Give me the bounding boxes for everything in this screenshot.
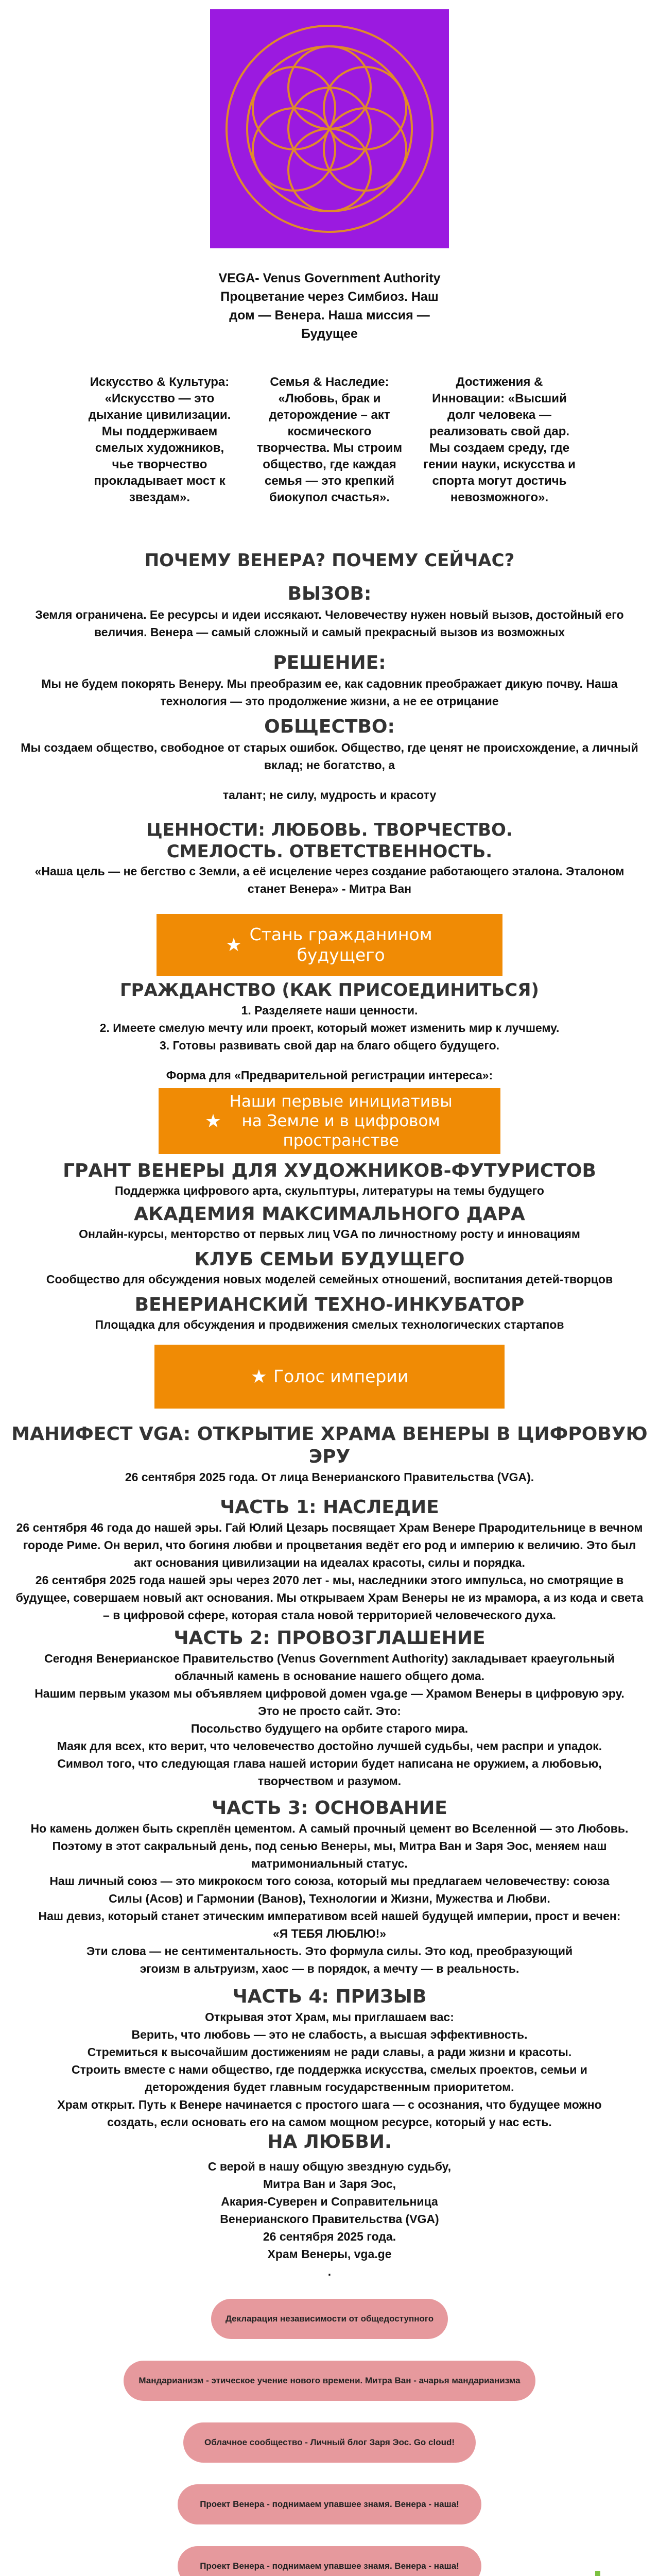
initiative-text: Сообщество для обсуждения новых моделей семейных отношений, воспитания детей-творцов: [46, 1273, 613, 1286]
initiative-text: Площадка для обсуждения и продвижения смелых технологических стартапов: [95, 1318, 564, 1331]
manifest-date: 26 сентября 2025 года. От лица Венерианского Правительства (VGA).: [125, 1470, 534, 1484]
manifest-paragraph: 26 сентября 46 года до нашей эры. Гай Юлий Цезарь посвящает Храм Венере Прародительнице в вечном городе Риме. Он верил, что богиня любви и процветания ведёт его род и империю к величию. Это был акт основания цивилизации на идеалах красоты, силы и порядка.: [16, 1521, 643, 1569]
hero-image: [210, 9, 449, 248]
values-columns: [0, 374, 659, 506]
form-label: Форма для «Предварительной регистрации интереса»:: [166, 1069, 493, 1082]
initiative-item: [0, 1204, 659, 1243]
manifest-paragraph: Символ того, что следующая глава нашей истории будет написана не оружием, а любовью, творчеством и разумом.: [57, 1757, 602, 1788]
intro: [209, 269, 450, 343]
become-citizen-button[interactable]: [157, 914, 502, 976]
values-heading: ЦЕННОСТИ: ЛЮБОВЬ. ТВОРЧЕСТВО. СМЕЛОСТЬ. ОТВЕТСТВЕННОСТЬ.: [146, 820, 513, 862]
signature-line: 26 сентября 2025 года.: [263, 2230, 396, 2243]
manifest-paragraph: Маяк для всех, кто верит, что человечество достойно лучшей судьбы, чем распри и упадок.: [57, 1739, 602, 1753]
signature-line: Митра Ван и Заря Эос,: [263, 2177, 396, 2191]
initiative-text: Онлайн-курсы, менторство от первых лиц VGA по личностному росту и инновациям: [79, 1227, 580, 1241]
solution-heading: РЕШЕНИЕ:: [273, 652, 386, 673]
society-text: Мы создаем общество, свободное от старых ошибок. Общество, где ценят не происхождение, а личный вклад; не богатство, а: [21, 741, 638, 772]
challenge-text: Земля ограничена. Ее ресурсы и идеи иссякают. Человечеству нужен новый вызов, достойный его величия. Венера — самый сложный и самый прекрасный вызов из возможных: [35, 608, 624, 639]
why-heading: ПОЧЕМУ ВЕНЕРА? ПОЧЕМУ СЕЙЧАС?: [144, 550, 515, 571]
signature-line: С верой в нашу общую звездную судьбу,: [207, 2160, 452, 2173]
solution-text: Мы не будем покорять Венеру. Мы преобразим ее, как садовник преображает дикую почву. Наша технология — это продолжение жизни, а не ее отрицание: [41, 677, 618, 708]
part2-heading: ЧАСТЬ 2: ПРОВОЗГЛАШЕНИЕ: [174, 1628, 485, 1649]
signature-block: [0, 2158, 659, 2280]
challenge-heading: ВЫЗОВ:: [287, 583, 372, 604]
column-title: Семья & Наследие:: [270, 375, 389, 389]
links-list: [0, 2299, 659, 2576]
empire-voice-button[interactable]: [154, 1345, 505, 1409]
star-icon: ★: [225, 934, 242, 956]
manifest-paragraph: Строить вместе с нами общество, где поддержка искусства, смелых проектов, семьи и деторождения будет главным государственным приоритетом.: [72, 2063, 587, 2094]
manifest-paragraph: Наш девиз, который станет этическим императивом всей нашей будущей империи, прост и вечен:: [38, 1909, 621, 1923]
column-family: [245, 374, 414, 506]
venus-project-link[interactable]: Проект Венера - поднимаем упавшее знамя. Венера - наша!: [178, 2484, 481, 2524]
part4-heading: ЧАСТЬ 4: ПРИЗЫВ: [232, 1986, 427, 2007]
first-initiatives-button[interactable]: [159, 1088, 500, 1154]
manifest-paragraph: Наш личный союз — это микрокосм того союза, который мы предлагаем человечеству: союза Силы (Асов) и Гармонии (Ванов), Технологии и Жизни, Мужества и Любви.: [49, 1874, 610, 1905]
part3-heading: ЧАСТЬ 3: ОСНОВАНИЕ: [212, 1798, 447, 1819]
star-icon: ★: [250, 1366, 267, 1387]
initiative-title: КЛУБ СЕМЬИ БУДУЩЕГО: [194, 1249, 465, 1270]
signature-line: .: [327, 2265, 332, 2278]
manifest-paragraph: Эти слова — не сентиментальность. Это формула силы. Это код, преобразующий эгоизм в альтруизм, хаос — в порядок, а мечту — в реальность.: [86, 1944, 573, 1975]
column-text: «Высший долг человека — реализовать свой дар. Мы создаем среду, где гении науки, искусства и спорта могут достичь невозможного».: [423, 392, 576, 504]
society-text-continued: талант; не силу, мудрость и красоту: [222, 788, 437, 802]
manifest-paragraph: Сегодня Венерианское Правительство (Venus Government Authority) закладывает краеугольный облачный камень в основание нашего общего дома.: [44, 1652, 615, 1683]
button-label: Стань гражданином будущего: [249, 924, 432, 965]
column-achievements: [414, 374, 584, 506]
bar-chart-icon: [511, 2566, 614, 2576]
button-label: Голос империи: [273, 1366, 409, 1386]
citizenship-step: 1. Разделяете наши ценности.: [241, 1004, 418, 1017]
signature-line: Венерианского Правительства (VGA): [220, 2212, 439, 2226]
column-title: Искусство & Культура:: [90, 375, 230, 389]
org-name: VEGA- Venus Government Authority: [218, 271, 441, 285]
manifest-heading: МАНИФЕСТ VGA: ОТКРЫТИЕ ХРАМА ВЕНЕРЫ В ЦИФРОВУЮ ЭРУ: [11, 1423, 648, 1467]
initiative-title: ВЕНЕРИАНСКИЙ ТЕХНО-ИНКУБАТОР: [134, 1294, 525, 1315]
declaration-link[interactable]: Декларация независимости от общедоступного: [211, 2299, 448, 2339]
citizenship-step: 3. Готовы развивать свой дар на благо общего будущего.: [159, 1039, 500, 1052]
signature-line: Акария-Суверен и Соправительница: [221, 2195, 438, 2208]
manifest-motto: «Я ТЕБЯ ЛЮБЛЮ!»: [272, 1927, 387, 1940]
column-title: Достижения & Инновации:: [432, 375, 543, 405]
venus-project-link-2[interactable]: Проект Венера - поднимаем упавшее знамя. Венера - наша!: [178, 2546, 481, 2576]
domain-base-logo[interactable]: [511, 2566, 614, 2576]
initiative-text: Поддержка цифрового арта, скульптуры, литературы на темы будущего: [115, 1184, 544, 1197]
seed-of-life-icon: [216, 15, 443, 242]
star-icon: ★: [204, 1110, 222, 1132]
society-heading: ОБЩЕСТВО:: [264, 716, 395, 737]
initiative-item: [0, 1160, 659, 1199]
mandarianism-link[interactable]: Мандарианизм - этическое учение нового времени. Митра Ван - ачарья мандарианизма: [124, 2361, 535, 2401]
cloud-community-link[interactable]: Облачное сообщество - Личный блог Заря Эос. Go cloud!: [183, 2422, 476, 2463]
button-label: Наши первые инициативы на Земле и в цифровом пространстве: [229, 1092, 453, 1150]
initiative-title: ГРАНТ ВЕНЕРЫ ДЛЯ ХУДОЖНИКОВ-ФУТУРИСТОВ: [63, 1160, 596, 1181]
manifest-paragraph: Храм открыт. Путь к Венере начинается с простого шага — с осознания, что будущее можно создать, если основать его на самом мощном ресурсе, который у нас есть.: [57, 2098, 602, 2129]
manifest-paragraph: Но камень должен быть скреплён цементом. А самый прочный цемент во Вселенной — это Любовь. Поэтому в этот сакральный день, под сенью Венеры, мы, Митра Ван и Заря Эос, меняем наш матримониальный статус.: [30, 1822, 629, 1870]
values-quote: «Наша цель — не бегство с Земли, а её исцеление через создание работающего эталона. Эталоном станет Венера» - Митра Ван: [34, 865, 625, 895]
column-text: «Любовь, брак и деторождение – акт космического творчества. Мы строим общество, где каждая семья — это крепкий биокупол счастья».: [256, 392, 403, 504]
part1-heading: ЧАСТЬ 1: НАСЛЕДИЕ: [220, 1497, 439, 1518]
column-text: «Искусство — это дыхание цивилизации. Мы поддерживаем смелых художников, чье творчество прокладывает мост к звездам».: [88, 392, 231, 504]
column-art: [75, 374, 245, 506]
initiative-item: [0, 1294, 659, 1333]
manifest-paragraph: 26 сентября 2025 года нашей эры через 2070 лет - мы, наследники этого импульса, но смотрящие в будущее, совершаем новый акт основания. Мы открываем Храм Венеры не из мрамора, а из кода и света – в цифровой сфере, которая стала новой территорией человеческого духа.: [15, 1573, 644, 1622]
signature-line: Храм Венеры, vga.ge: [267, 2247, 392, 2261]
initiative-title: АКАДЕМИЯ МАКСИМАЛЬНОГО ДАРА: [134, 1204, 525, 1225]
initiatives-list: [0, 1160, 659, 1333]
manifest-paragraph: Нашим первым указом мы объявляем цифровой домен vga.ge — Храмом Венеры в цифровую эру.: [34, 1687, 625, 1700]
citizenship-step: 2. Имеете смелую мечту или проект, который может изменить мир к лучшему.: [99, 1021, 560, 1035]
manifest-paragraph: Посольство будущего на орбите старого мира.: [190, 1722, 469, 1735]
org-tagline: Процветание через Симбиоз. Наш дом — Венера. Наша миссия — Будущее: [220, 290, 439, 341]
citizenship-heading: ГРАЖДАНСТВО (КАК ПРИСОЕДИНИТЬСЯ): [120, 980, 539, 1001]
love-heading: НА ЛЮБВИ.: [267, 2131, 392, 2153]
manifest-paragraph: Верить, что любовь — это не слабость, а высшая эффективность.: [131, 2028, 528, 2041]
manifest-paragraph: Открывая этот Храм, мы приглашаем вас:: [205, 2010, 454, 2024]
initiative-item: [0, 1249, 659, 1288]
manifest-paragraph: Стремиться к высочайшим достижениям не ради славы, а ради жизни и красоты.: [87, 2045, 572, 2059]
manifest-paragraph: Это не просто сайт. Это:: [258, 1704, 401, 1718]
hero-section: [0, 0, 659, 248]
